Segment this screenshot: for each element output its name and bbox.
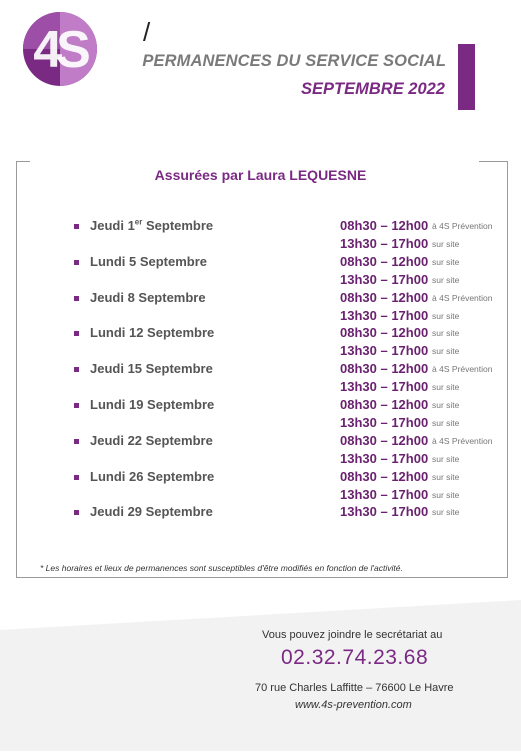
schedule-day: Lundi 19 Septembre	[90, 397, 215, 412]
schedule-day: Jeudi 15 Septembre	[90, 361, 213, 377]
schedule-slot	[0, 379, 521, 397]
schedule-slot	[0, 469, 521, 487]
slot-location: sur site	[432, 274, 460, 285]
slot-location: sur site	[432, 418, 460, 428]
slot-location: sur site	[432, 507, 460, 518]
schedule-day: Jeudi 1er Septembre	[90, 217, 214, 233]
slot-time: 13h30 – 17h00	[340, 379, 429, 395]
schedule-slot	[0, 361, 521, 379]
slot-location: sur site	[432, 489, 460, 500]
slot-time: 13h30 – 17h00	[340, 307, 429, 323]
schedule-day: Jeudi 8 Septembre	[90, 289, 206, 305]
schedule-slot	[0, 325, 521, 343]
slot-time: 13h30 – 17h00	[340, 236, 429, 251]
schedule-slot	[0, 308, 521, 326]
box-top-border-right	[479, 161, 507, 162]
slot-location: sur site	[432, 382, 460, 393]
schedule-slot	[0, 254, 521, 272]
slot-time: 08h30 – 12h00	[340, 325, 429, 341]
slot-time: 08h30 – 12h00	[340, 253, 429, 269]
slot-time: 13h30 – 17h00	[340, 343, 429, 359]
slot-location: sur site	[432, 400, 460, 410]
slot-time: 08h30 – 12h00	[340, 218, 429, 233]
slot-time: 08h30 – 12h00	[340, 432, 429, 448]
slot-time: 13h30 – 17h00	[340, 450, 429, 466]
box-top-border-left	[16, 161, 30, 162]
slot-location: à 4S Prévention	[432, 364, 493, 375]
slot-time: 08h30 – 12h00	[340, 361, 429, 377]
footer-reach-text: Vous pouvez joindre le secrétariat au	[262, 629, 443, 641]
slot-location: sur site	[432, 453, 460, 464]
footer-website[interactable]: www.4s-prevention.com	[295, 699, 412, 711]
slot-time: 13h30 – 17h00	[340, 486, 429, 502]
slot-time: 13h30 – 17h00	[340, 504, 429, 520]
slot-time: 08h30 – 12h00	[340, 289, 429, 305]
svg-text:4S: 4S	[33, 21, 85, 79]
schedule-slot	[0, 290, 521, 308]
company-logo	[20, 10, 100, 88]
schedule-day: Lundi 26 Septembre	[90, 468, 215, 484]
schedule-slot	[0, 487, 521, 505]
page-title: PERMANENCES DU SERVICE SOCIAL	[142, 52, 446, 70]
schedule-day: Jeudi 22 Septembre	[90, 432, 213, 448]
schedule-slot	[0, 218, 521, 236]
schedule-slot	[0, 272, 521, 290]
accent-bar	[458, 44, 475, 110]
footer-phone[interactable]: 02.32.74.23.68	[281, 646, 429, 669]
page-subtitle-month: SEPTEMBRE 2022	[301, 80, 445, 98]
slot-location: à 4S Prévention	[432, 292, 493, 303]
slot-location: à 4S Prévention	[432, 435, 493, 446]
schedule-day: Jeudi 29 Septembre	[90, 504, 213, 520]
slot-location: sur site	[432, 346, 460, 357]
schedule-slot	[0, 236, 521, 254]
slot-time: 08h30 – 12h00	[340, 468, 429, 484]
decorative-slash: /	[143, 17, 151, 47]
schedule-slot	[0, 433, 521, 451]
slot-location: sur site	[432, 310, 460, 321]
slot-location: sur site	[432, 256, 460, 267]
slot-time: 13h30 – 17h00	[340, 271, 429, 287]
slot-location: sur site	[432, 471, 460, 482]
footer-address: 70 rue Charles Laffitte – 76600 Le Havre	[255, 682, 454, 694]
assured-by-heading: Assurées par Laura LEQUESNE	[154, 167, 367, 183]
schedule-slot	[0, 343, 521, 361]
schedule-day: Lundi 12 Septembre	[90, 325, 215, 341]
schedule-slot	[0, 397, 521, 415]
slot-location: à 4S Prévention	[432, 221, 493, 231]
schedule-day: Lundi 5 Septembre	[90, 253, 208, 269]
slot-time: 08h30 – 12h00	[340, 397, 429, 412]
schedule-slot	[0, 451, 521, 469]
schedule-footnote: * Les horaires et lieux de permanences sont susceptibles d'être modifiés en fonction de l'activité.	[40, 563, 403, 573]
footer-background	[0, 600, 521, 751]
slot-location: sur site	[432, 239, 460, 249]
slot-location: sur site	[432, 328, 460, 339]
schedule-slot	[0, 504, 521, 522]
slot-time: 13h30 – 17h00	[340, 415, 429, 430]
schedule-slot	[0, 415, 521, 433]
